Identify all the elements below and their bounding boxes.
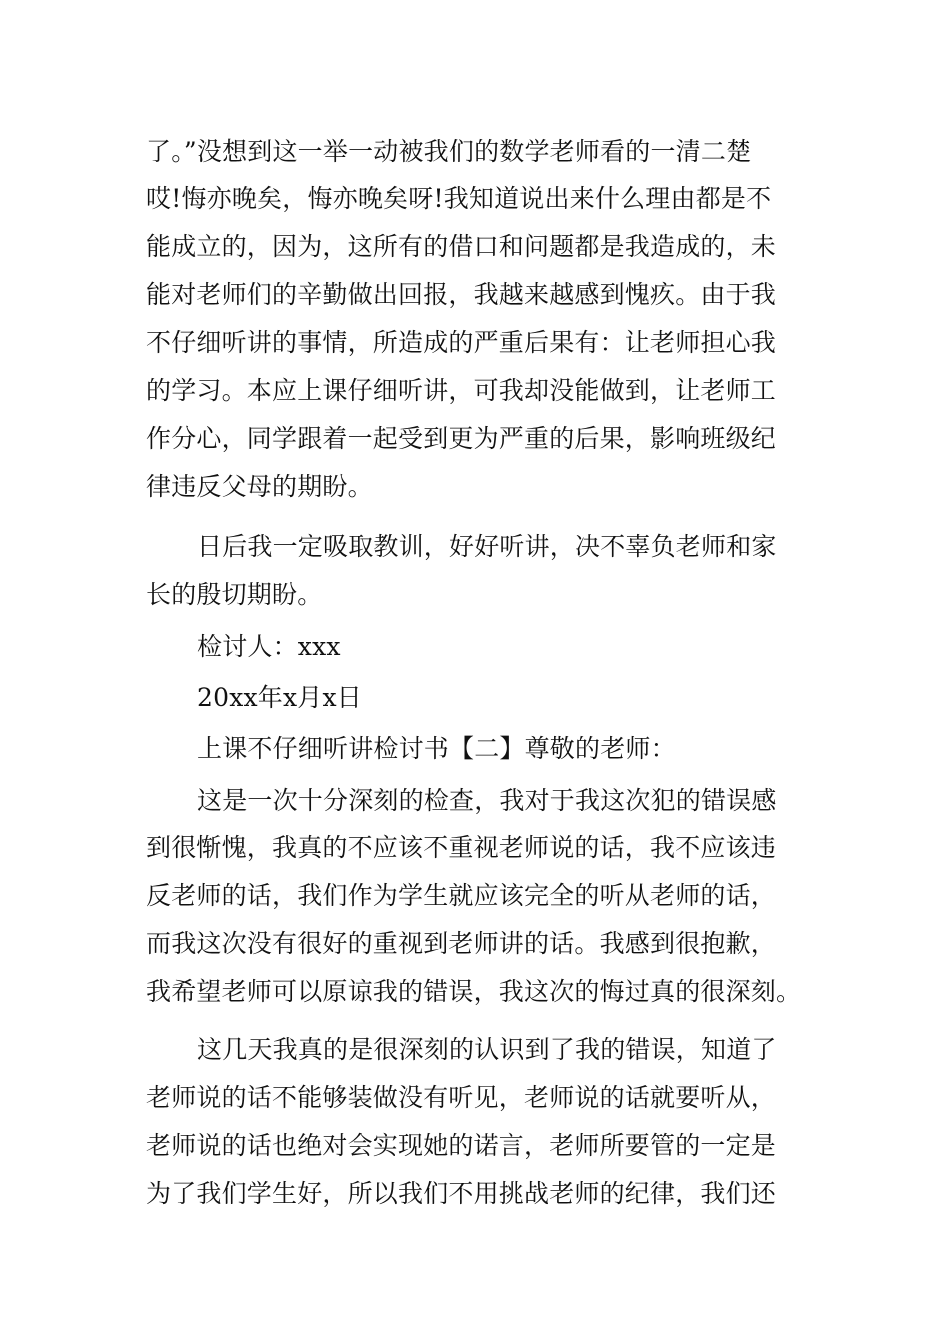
section-heading: 上课不仔细听讲检讨书【二】尊敬的老师： (197, 734, 676, 763)
text-line: 不仔细听讲的事情，所造成的严重后果有：让老师担心我 (146, 328, 777, 357)
text-line: 老师说的话不能够装做没有听见，老师说的话就要听从， (146, 1083, 777, 1112)
text-line: 作分心，同学跟着一起受到更为严重的后果，影响班级纪 (146, 424, 777, 453)
text-line: 而我这次没有很好的重视到老师讲的话。我感到很抱歉， (146, 929, 777, 958)
signature-line: 检讨人：xxx (197, 632, 341, 661)
text-line: 的学习。本应上课仔细听讲，可我却没能做到，让老师工 (146, 376, 777, 405)
text-line: 律违反父母的期盼。 (146, 472, 373, 501)
text-line: 我希望老师可以原谅我的错误，我这次的悔过真的很深刻。 (146, 977, 802, 1006)
text-line: 反老师的话，我们作为学生就应该完全的听从老师的话， (146, 881, 777, 910)
text-line: 能成立的，因为，这所有的借口和问题都是我造成的，未 (146, 232, 777, 261)
text-line: 哎!悔亦晚矣，悔亦晚矣呀!我知道说出来什么理由都是不 (146, 184, 772, 213)
date-line: 20xx年x月x日 (197, 683, 363, 712)
text-line: 这是一次十分深刻的检查，我对于我这次犯的错误感 (197, 786, 777, 815)
text-line: 长的殷切期盼。 (146, 580, 323, 609)
text-line: 了。”没想到这一举一动被我们的数学老师看的一清二楚 (146, 137, 752, 166)
text-line: 为了我们学生好，所以我们不用挑战老师的纪律，我们还 (146, 1179, 777, 1208)
text-line: 这几天我真的是很深刻的认识到了我的错误，知道了 (197, 1035, 777, 1064)
text-line: 到很惭愧，我真的不应该不重视老师说的话，我不应该违 (146, 833, 777, 862)
text-line: 老师说的话也绝对会实现她的诺言，老师所要管的一定是 (146, 1131, 777, 1160)
text-line: 日后我一定吸取教训，好好听讲，决不辜负老师和家 (197, 532, 777, 561)
text-line: 能对老师们的辛勤做出回报，我越来越感到愧疚。由于我 (146, 280, 777, 309)
